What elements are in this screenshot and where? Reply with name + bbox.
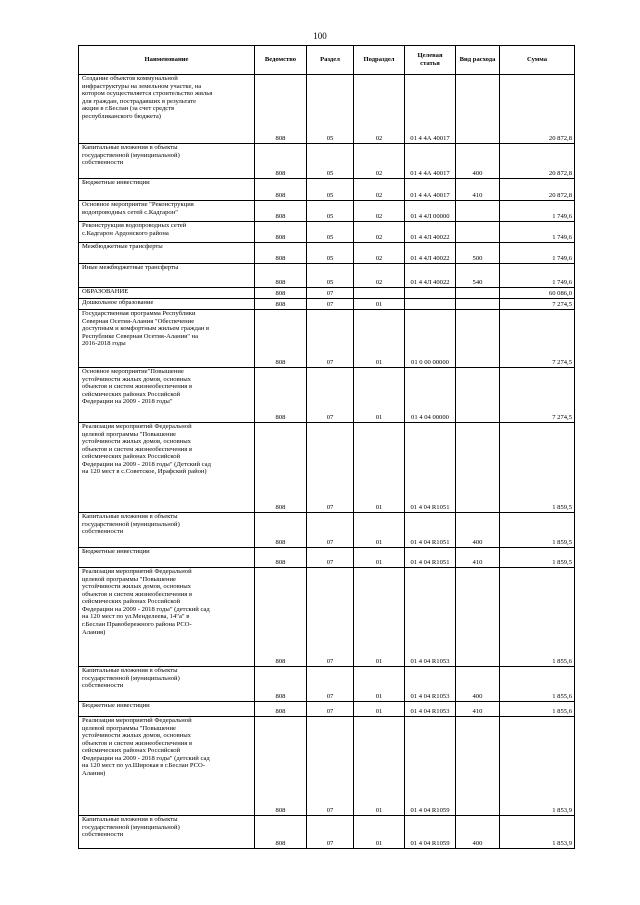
cell-amount: 20 872,8 [500, 144, 575, 179]
cell-amount: 1 859,5 [500, 548, 575, 568]
cell-amount: 7 274,5 [500, 299, 575, 310]
table-body [79, 75, 575, 849]
cell-name: Реализация мероприятий Федеральной целевой программы "Повышение устойчивости жилых домов, основных объектов и систем жизнеобеспечения в сейсмических районах Российской Федерации на 2009 - 2018 годы" (Детский сад на 120 мест в с.Советское, Ирафский район) [79, 423, 255, 513]
header-expense-type: Вид расхода [456, 46, 500, 75]
cell-expense-type [456, 423, 500, 513]
cell-department: 808 [255, 702, 307, 717]
cell-subsection: 02 [354, 264, 405, 288]
cell-subsection: 02 [354, 179, 405, 201]
table-row [79, 717, 575, 816]
cell-expense-type [456, 288, 500, 299]
cell-section: 07 [307, 702, 354, 717]
header-section: Раздел [307, 46, 354, 75]
header-row [79, 46, 575, 75]
cell-department: 808 [255, 299, 307, 310]
cell-section: 07 [307, 368, 354, 423]
cell-subsection: 02 [354, 144, 405, 179]
cell-department: 808 [255, 513, 307, 548]
cell-department: 808 [255, 144, 307, 179]
cell-target: 01 4 04 R1051 [405, 423, 456, 513]
cell-amount: 20 872,8 [500, 75, 575, 144]
cell-name: Иные межбюджетные трансферты [79, 264, 255, 288]
cell-amount: 20 872,8 [500, 179, 575, 201]
cell-expense-type: 400 [456, 667, 500, 702]
cell-expense-type [456, 75, 500, 144]
cell-subsection: 01 [354, 816, 405, 849]
table-row [79, 264, 575, 288]
cell-department: 808 [255, 179, 307, 201]
cell-amount: 1 859,5 [500, 423, 575, 513]
cell-subsection: 02 [354, 243, 405, 264]
table-row [79, 144, 575, 179]
cell-department: 808 [255, 548, 307, 568]
cell-target: 01 4 04 R1059 [405, 717, 456, 816]
cell-department: 808 [255, 717, 307, 816]
table-row [79, 222, 575, 243]
cell-amount: 1 859,5 [500, 513, 575, 548]
cell-expense-type: 400 [456, 513, 500, 548]
cell-target: 01 4 04 00000 [405, 368, 456, 423]
table-row [79, 75, 575, 144]
cell-expense-type: 540 [456, 264, 500, 288]
cell-section: 07 [307, 568, 354, 667]
cell-department: 808 [255, 243, 307, 264]
table-row [79, 513, 575, 548]
cell-subsection: 02 [354, 222, 405, 243]
table-row [79, 179, 575, 201]
cell-expense-type: 410 [456, 702, 500, 717]
cell-amount: 1 855,6 [500, 667, 575, 702]
table-row [79, 288, 575, 299]
cell-department: 808 [255, 288, 307, 299]
cell-section: 07 [307, 299, 354, 310]
cell-target: 01 4 04 R1051 [405, 548, 456, 568]
cell-amount: 1 853,9 [500, 816, 575, 849]
cell-amount: 7 274,5 [500, 368, 575, 423]
table-row [79, 243, 575, 264]
cell-name: Реализация мероприятий Федеральной целевой программы "Повышение устойчивости жилых домов, основных объектов и систем жизнеобеспечения в сейсмических районах Российской Федерации на 2009 - 2018 годы" (детский сад на 120 мест по ул.Широкая в г.Беслан РСО- Алания) [79, 717, 255, 816]
cell-section: 05 [307, 201, 354, 222]
cell-expense-type [456, 310, 500, 368]
cell-expense-type [456, 299, 500, 310]
cell-amount: 1 749,6 [500, 243, 575, 264]
header-name: Наименование [79, 46, 255, 75]
cell-target [405, 288, 456, 299]
cell-section: 05 [307, 243, 354, 264]
cell-amount: 7 274,5 [500, 310, 575, 368]
cell-amount: 60 086,0 [500, 288, 575, 299]
page-number: 100 [313, 31, 327, 41]
cell-department: 808 [255, 568, 307, 667]
table-row [79, 368, 575, 423]
cell-name: Реализация мероприятий Федеральной целевой программы "Повышение устойчивости жилых домов, основных объектов и систем жизнеобеспечения в сейсмических районах Российской Федерации на 2009 - 2018 годы" (детский сад на 120 мест по ул.Менделеева, 14"а" в г.Беслан Правобережного района РСО- Алания) [79, 568, 255, 667]
cell-department: 808 [255, 310, 307, 368]
cell-name: Межбюджетные трансферты [79, 243, 255, 264]
cell-target: 01 4 04 R1051 [405, 513, 456, 548]
cell-subsection: 01 [354, 548, 405, 568]
cell-name: Капитальные вложения в объекты государственной (муниципальной) собственности [79, 816, 255, 849]
header-target: Целевая статья [405, 46, 456, 75]
budget-table [78, 45, 575, 849]
cell-subsection: 02 [354, 201, 405, 222]
cell-name: Государственная программа Республики Северная Осетия-Алания "Обеспечение доступным и комфортным жильем граждан в Республике Северная Осетия-Алания" на 2016-2018 годы [79, 310, 255, 368]
cell-name: Капитальные вложения в объекты государственной (муниципальной) собственности [79, 667, 255, 702]
cell-section: 07 [307, 423, 354, 513]
cell-subsection: 01 [354, 299, 405, 310]
cell-target: 01 0 00 00000 [405, 310, 456, 368]
cell-name: Дошкольное образование [79, 299, 255, 310]
cell-section: 05 [307, 144, 354, 179]
cell-expense-type: 410 [456, 548, 500, 568]
cell-subsection [354, 288, 405, 299]
cell-target: 01 4 04 R1059 [405, 816, 456, 849]
cell-section: 05 [307, 264, 354, 288]
cell-amount: 1 749,6 [500, 222, 575, 243]
cell-subsection: 02 [354, 75, 405, 144]
cell-name: Создание объектов коммунальной инфраструктуры на земельном участке, на котором осуществляется строительство жилья для граждан, пострадавших в результате акции в г.Беслан (за счет средств республиканского бюджета) [79, 75, 255, 144]
cell-section: 07 [307, 513, 354, 548]
cell-subsection: 01 [354, 717, 405, 816]
cell-name: Основное мероприятие "Реконструкция водопроводных сетей с.Кадгарон" [79, 201, 255, 222]
cell-section: 07 [307, 288, 354, 299]
cell-amount: 1 749,6 [500, 264, 575, 288]
cell-name: Реконструкция водопроводных сетей с.Кадгарон Ардонского района [79, 222, 255, 243]
cell-name: Капитальные вложения в объекты государственной (муниципальной) собственности [79, 144, 255, 179]
cell-expense-type: 400 [456, 144, 500, 179]
cell-department: 808 [255, 423, 307, 513]
cell-subsection: 01 [354, 310, 405, 368]
cell-subsection: 01 [354, 423, 405, 513]
cell-section: 07 [307, 310, 354, 368]
table-row [79, 310, 575, 368]
cell-expense-type [456, 717, 500, 816]
cell-section: 05 [307, 222, 354, 243]
cell-name: Бюджетные инвестиции [79, 702, 255, 717]
cell-target: 01 4 4А 40017 [405, 144, 456, 179]
cell-section: 07 [307, 548, 354, 568]
cell-section: 07 [307, 816, 354, 849]
cell-section: 07 [307, 717, 354, 816]
cell-expense-type: 400 [456, 816, 500, 849]
header-amount: Сумма [500, 46, 575, 75]
cell-section: 05 [307, 179, 354, 201]
cell-target: 01 4 04 R1053 [405, 702, 456, 717]
cell-section: 05 [307, 75, 354, 144]
cell-subsection: 01 [354, 702, 405, 717]
cell-expense-type [456, 222, 500, 243]
table-row [79, 201, 575, 222]
table-row [79, 568, 575, 667]
header-subsection: Подраздел [354, 46, 405, 75]
cell-amount: 1 749,6 [500, 201, 575, 222]
cell-target [405, 299, 456, 310]
cell-subsection: 01 [354, 568, 405, 667]
header-department: Ведомство [255, 46, 307, 75]
cell-target: 01 4 4Л 40022 [405, 222, 456, 243]
cell-target: 01 4 04 R1053 [405, 667, 456, 702]
cell-target: 01 4 4А 40017 [405, 179, 456, 201]
cell-department: 808 [255, 667, 307, 702]
table-row [79, 423, 575, 513]
cell-amount: 1 853,9 [500, 717, 575, 816]
cell-name: Основное мероприятие"Повышение устойчивости жилых домов, основных объектов и систем жизнеобеспечения в сейсмических районах Российской Федерации на 2009 - 2018 годы" [79, 368, 255, 423]
table-row [79, 702, 575, 717]
cell-department: 808 [255, 264, 307, 288]
cell-target: 01 4 4Л 00000 [405, 201, 456, 222]
cell-department: 808 [255, 75, 307, 144]
cell-target: 01 4 4Л 40022 [405, 264, 456, 288]
cell-target: 01 4 4Л 40022 [405, 243, 456, 264]
cell-name: Бюджетные инвестиции [79, 548, 255, 568]
cell-department: 808 [255, 368, 307, 423]
cell-name: Капитальные вложения в объекты государственной (муниципальной) собственности [79, 513, 255, 548]
cell-amount: 1 855,6 [500, 702, 575, 717]
cell-expense-type: 500 [456, 243, 500, 264]
cell-subsection: 01 [354, 667, 405, 702]
cell-expense-type [456, 368, 500, 423]
cell-subsection: 01 [354, 513, 405, 548]
table-row [79, 816, 575, 849]
table-row [79, 667, 575, 702]
cell-amount: 1 855,6 [500, 568, 575, 667]
cell-target: 01 4 4А 40017 [405, 75, 456, 144]
table-row [79, 548, 575, 568]
cell-target: 01 4 04 R1053 [405, 568, 456, 667]
cell-expense-type: 410 [456, 179, 500, 201]
cell-name: Бюджетные инвестиции [79, 179, 255, 201]
cell-expense-type [456, 201, 500, 222]
table-row [79, 299, 575, 310]
cell-expense-type [456, 568, 500, 667]
cell-subsection: 01 [354, 368, 405, 423]
cell-name: ОБРАЗОВАНИЕ [79, 288, 255, 299]
cell-section: 07 [307, 667, 354, 702]
cell-department: 808 [255, 201, 307, 222]
cell-department: 808 [255, 816, 307, 849]
cell-department: 808 [255, 222, 307, 243]
